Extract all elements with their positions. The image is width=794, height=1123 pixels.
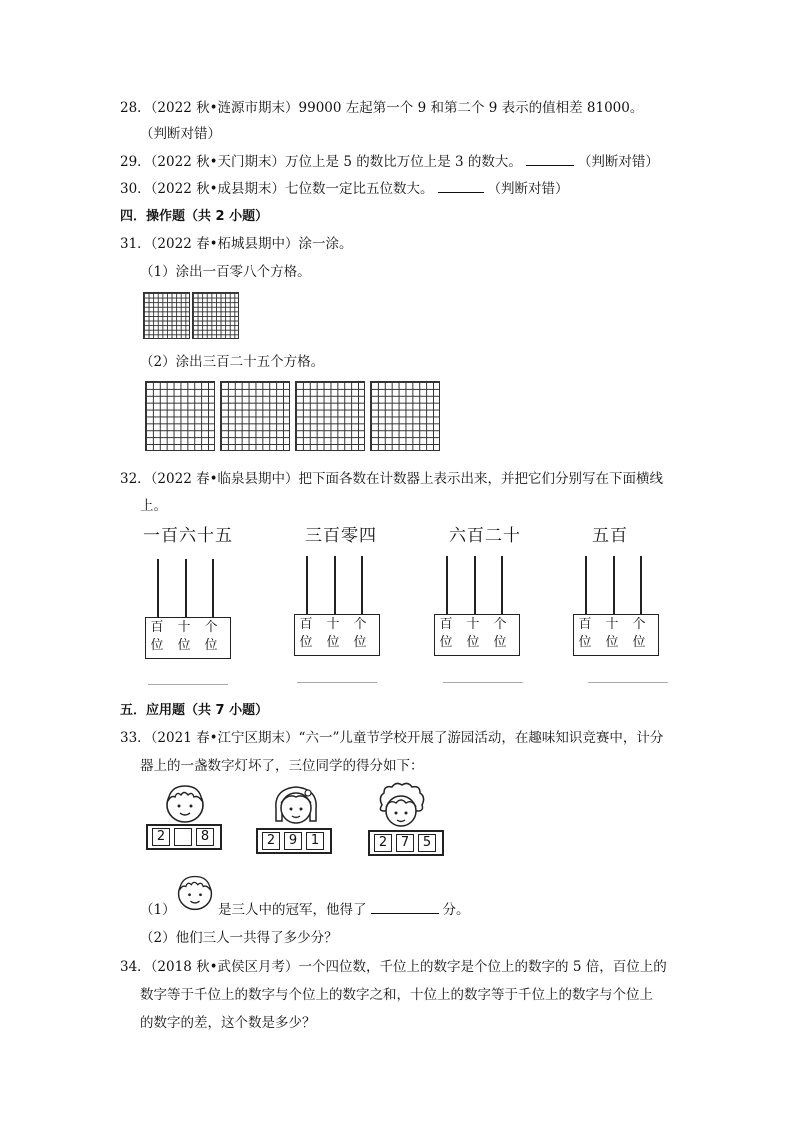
ones-rod[interactable] [361,556,363,614]
answer-line-2[interactable] [297,682,377,683]
place-label: 位 [150,638,164,653]
answer-line-3[interactable] [443,682,523,683]
q31-part2: （2）涂出三百二十五个方格。 [140,354,325,370]
place-label: 位 [578,635,592,650]
score-digit: 9 [284,832,302,850]
q32-text-line1: 32．（2022 春•临泉县期中）把下面各数在计数器上表示出来，并把它们分别写在下面横线 [120,471,664,487]
place-label: 个 [493,617,507,632]
abacus-base [145,617,231,659]
tens-rod[interactable] [334,556,336,614]
q29-judge: （判断对错） [577,154,659,170]
hundred-grid-6[interactable] [370,381,440,451]
place-label: 位 [493,635,507,650]
q31-text: 31．（2022 春•柘城县期中）涂一涂。 [120,236,353,252]
q33-part2: （2）他们三人一共得了多少分？ [140,930,338,946]
answer-line-1[interactable] [148,684,228,685]
hundred-grid-3[interactable] [145,381,215,451]
tens-rod[interactable] [474,556,476,614]
q30-answer-blank[interactable] [438,178,484,193]
abacus-base [294,614,380,656]
abacus-base [573,614,659,656]
place-label: 十 [326,617,340,632]
abacus-base [434,614,520,656]
abacus-2[interactable] [294,556,380,666]
place-label: 位 [177,638,191,653]
q28-judge: （判断对错） [140,126,221,142]
section-5-heading: 五．应用题（共 7 小题） [120,703,269,718]
place-label: 位 [299,635,313,650]
ones-rod[interactable] [640,556,642,614]
q31-part1: （1）涂出一百零八个方格。 [140,264,311,280]
q33-text-line1: 33．（2021 春•江宁区期末）“六一”儿童节学校开展了游园活动，在趣味知识竞赛中，计分 [120,730,664,746]
place-label: 个 [353,617,367,632]
place-label: 十 [466,617,480,632]
q29-text: 29．（2022 秋•天门期末）万位上是 5 的数比万位上是 3 的数大。 [120,154,522,170]
boy-face-icon [174,871,216,913]
place-label: 个 [632,617,646,632]
score-digit: 2 [152,828,170,846]
q30-judge: （判断对错） [487,181,569,197]
place-label: 位 [353,635,367,650]
score-digit: 2 [262,832,280,850]
hundred-grid-4[interactable] [220,381,290,451]
score-digit: 8 [196,828,214,846]
q33-part1-unit: 分。 [442,902,470,918]
place-label: 位 [466,635,480,650]
hundred-grid-2[interactable] [192,292,239,339]
place-label: 十 [605,617,619,632]
hundred-grid-1[interactable] [143,292,190,339]
boy-face-icon [162,781,208,825]
score-digit: 2 [374,834,392,852]
broken-digit [174,828,192,846]
q34-text-line3: 的数字的差，这个数是多少？ [140,1015,316,1031]
q28-text: 28．（2022 秋•涟源市期末）99000 左起第一个 9 和第二个 9 表示的值相差 81000。 [120,100,644,116]
score-digit: 7 [396,834,414,852]
girl-face-icon [270,781,322,829]
place-label: 位 [605,635,619,650]
score-display-3 [368,830,444,856]
answer-line-4[interactable] [588,682,668,683]
q33-part1 [218,898,470,918]
ones-rod[interactable] [501,556,503,614]
abacus-1[interactable] [145,559,231,669]
abacus-4[interactable] [573,556,659,666]
q32-text-line2: 上。 [140,498,167,514]
place-label: 百 [150,620,164,635]
score-digit: 1 [306,832,324,850]
tens-rod[interactable] [185,559,187,617]
number-word-3: 六百二十 [449,526,521,546]
hundreds-rod[interactable] [585,556,587,614]
q29 [120,150,659,170]
place-label: 百 [578,617,592,632]
place-label: 百 [439,617,453,632]
section-4-heading: 四．操作题（共 2 小题） [120,209,269,224]
score-display-2 [256,828,332,854]
hundred-grid-5[interactable] [295,381,365,451]
place-label: 十 [177,620,191,635]
number-word-1: 一百六十五 [143,526,233,546]
q33-score-blank[interactable] [371,899,439,914]
q33-part1-text: 是三人中的冠军，他得了 [218,902,367,918]
place-label: 位 [632,635,646,650]
score-digit: 5 [418,834,436,852]
place-label: 百 [299,617,313,632]
place-label: 位 [326,635,340,650]
place-label: 位 [204,638,218,653]
abacus-3[interactable] [434,556,520,666]
ones-rod[interactable] [212,559,214,617]
hundreds-rod[interactable] [446,556,448,614]
place-label: 位 [439,635,453,650]
q29-answer-blank[interactable] [526,151,574,166]
q33-text-line2: 器上的一盏数字灯坏了，三位同学的得分如下： [140,758,424,774]
hundreds-rod[interactable] [306,556,308,614]
curly-hair-face-icon [374,781,428,831]
tens-rod[interactable] [613,556,615,614]
number-word-2: 三百零四 [305,526,377,546]
q30-text: 30．（2022 秋•成县期末）七位数一定比五位数大。 [120,181,434,197]
hundreds-rod[interactable] [157,559,159,617]
place-label: 个 [204,620,218,635]
q34-text-line1: 34．（2018 秋•武侯区月考）一个四位数，千位上的数字是个位上的数字的 5 倍，百位上的 [120,959,667,975]
q30 [120,177,569,197]
q34-text-line2: 数字等于千位上的数字与个位上的数字之和，十位上的数字等于千位上的数字与个位上 [140,987,653,1003]
q33-part1-prefix: （1） [140,902,176,918]
number-word-4: 五百 [592,526,628,546]
score-display-1 [146,824,222,850]
